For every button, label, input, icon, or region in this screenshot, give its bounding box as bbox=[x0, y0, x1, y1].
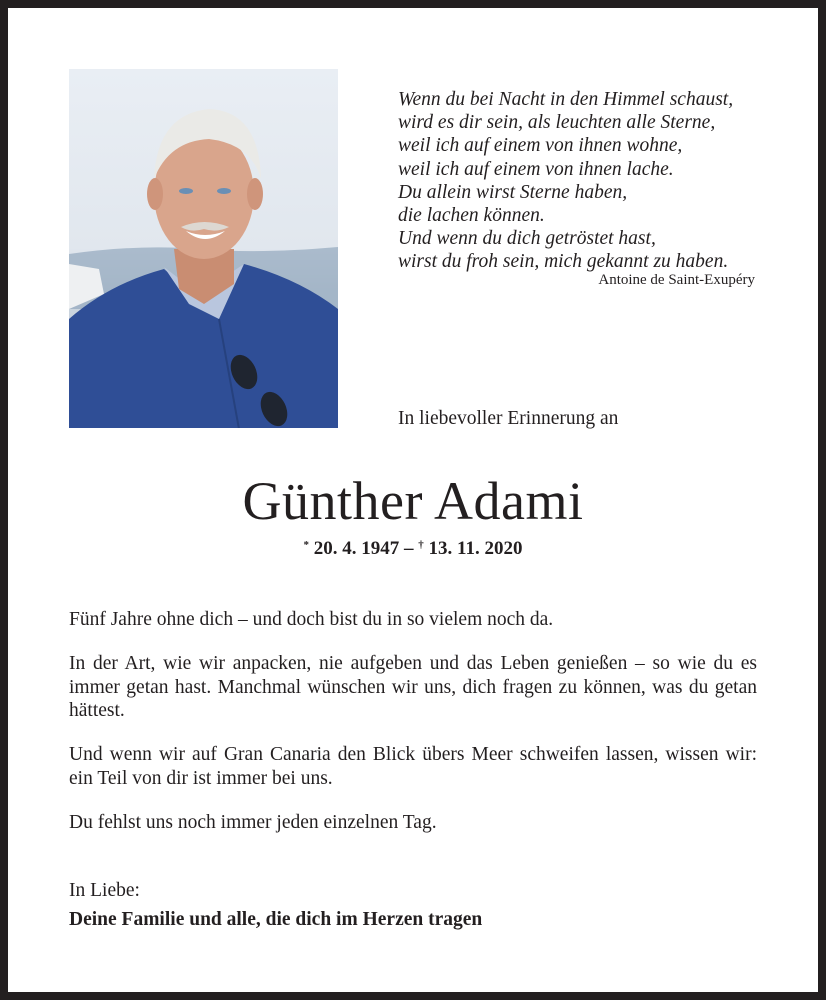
paragraph: In der Art, wie wir anpacken, nie aufgeben und das Leben genießen – so wie du es immer getan hast. Manchmal wünschen wir uns, dich fragen zu können, was du getan hättest. bbox=[69, 653, 757, 721]
poem-line: die lachen können. bbox=[398, 205, 545, 227]
deceased-name: Günther Adami bbox=[242, 471, 584, 531]
obituary-notice bbox=[8, 8, 818, 992]
paragraph: Du fehlst uns noch immer jeden einzelnen Tag. bbox=[69, 811, 437, 833]
poem-line: wirst du froh sein, mich gekannt zu haben. bbox=[398, 251, 729, 273]
paragraph: Und wenn wir auf Gran Canaria den Blick übers Meer schweifen lassen, wissen wir: ein Teil von dir ist immer bei uns. bbox=[69, 744, 757, 789]
signature bbox=[69, 876, 482, 934]
signature-family: Deine Familie und alle, die dich im Herzen tragen bbox=[69, 909, 483, 930]
poem-author: Antoine de Saint-Exupéry bbox=[598, 272, 755, 288]
death-date: 13. 11. 2020 bbox=[428, 538, 523, 559]
poem-line: Und wenn du dich getröstet hast, bbox=[398, 228, 656, 250]
birth-date: 20. 4. 1947 bbox=[313, 538, 400, 559]
poem-line: Wenn du bei Nacht in den Himmel schaust, bbox=[398, 89, 734, 110]
memorial-text bbox=[69, 608, 757, 855]
death-symbol: † bbox=[418, 539, 424, 551]
birth-symbol: * bbox=[303, 539, 310, 551]
date-separator: – bbox=[399, 538, 419, 559]
life-dates bbox=[8, 538, 818, 560]
portrait-photo bbox=[69, 69, 338, 428]
poem-line: Du allein wirst Sterne haben, bbox=[398, 181, 628, 203]
paragraph: Fünf Jahre ohne dich – und doch bist du in so vielem noch da. bbox=[69, 609, 554, 630]
poem-line: weil ich auf einem von ihnen wohne, bbox=[398, 135, 683, 157]
signature-label: In Liebe: bbox=[69, 880, 140, 901]
poem-line: wird es dir sein, als leuchten alle Sterne, bbox=[398, 112, 716, 134]
memorial-intro: In liebevoller Erinnerung an bbox=[398, 408, 619, 429]
poem-quote bbox=[398, 88, 768, 274]
poem-line: weil ich auf einem von ihnen lache. bbox=[398, 158, 674, 180]
portrait-image bbox=[69, 69, 338, 428]
